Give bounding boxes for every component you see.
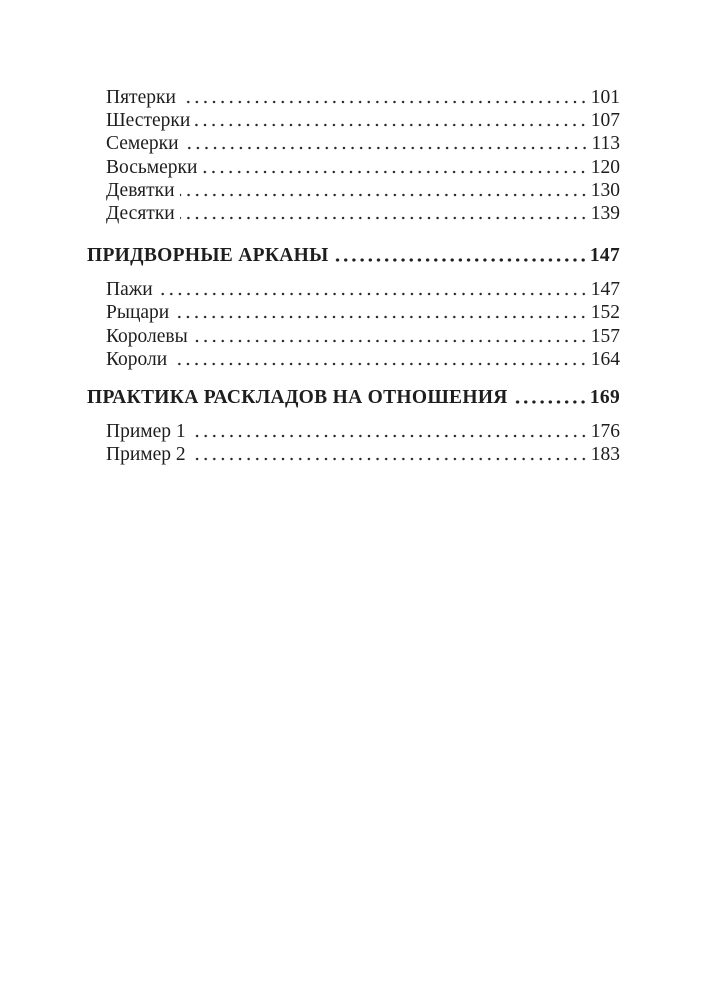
toc-entry (106, 132, 620, 156)
toc-entry-title: Рыцари (106, 302, 170, 323)
toc-entry-page: 157 (590, 326, 620, 347)
toc-entry-page: 113 (591, 133, 620, 154)
toc-entry-page: 147 (590, 279, 620, 300)
toc-entry-title: Восьмерки (106, 157, 198, 178)
toc-entry-title: Шестерки (106, 110, 191, 131)
toc-entry-title: Семерки (106, 133, 179, 154)
dot-leader (180, 193, 588, 197)
toc-entry (106, 325, 620, 349)
toc-entry-page: 176 (590, 421, 620, 442)
dot-leader (180, 216, 588, 220)
toc-entry (106, 86, 620, 110)
toc-entry-title: Королевы (106, 326, 188, 347)
dot-leader (172, 362, 588, 366)
toc-entry-page: 164 (590, 349, 620, 370)
toc-entry-page: 139 (590, 203, 620, 224)
toc-entry (106, 278, 620, 302)
toc-entry (106, 348, 620, 372)
toc-entry-title: Пажи (106, 279, 153, 300)
toc-entry-title: Десятки (106, 203, 175, 224)
dot-leader (174, 315, 588, 319)
toc-entry-page: 152 (590, 302, 620, 323)
dot-leader (158, 292, 588, 296)
toc-entry-page: 120 (590, 157, 620, 178)
dot-leader (191, 434, 588, 438)
dot-leader (184, 146, 589, 150)
toc-entry (106, 443, 620, 467)
toc-entry-title: Короли (106, 349, 168, 370)
toc-heading-page: 169 (589, 387, 620, 408)
toc-heading (87, 386, 620, 410)
dot-leader (181, 100, 588, 104)
toc-entry (106, 202, 620, 226)
toc-heading (87, 244, 620, 268)
toc-entry-page: 107 (590, 110, 620, 131)
toc-entry-title: Пример 2 (106, 444, 186, 465)
dot-leader (334, 258, 587, 262)
toc-heading-page: 147 (589, 245, 620, 266)
toc-entry (106, 179, 620, 203)
dot-leader (193, 339, 588, 343)
toc-entry-page: 183 (590, 444, 620, 465)
dot-leader (195, 123, 587, 127)
toc-entry-page: 101 (590, 87, 620, 108)
dot-leader (513, 400, 587, 404)
toc-entry (106, 156, 620, 180)
toc-entry-page: 130 (590, 180, 620, 201)
dot-leader (191, 457, 588, 461)
toc-entry (106, 301, 620, 325)
dot-leader (202, 170, 587, 174)
toc-entry-title: Пример 1 (106, 421, 186, 442)
toc-entry-title: Пятерки (106, 87, 176, 108)
toc-entry (106, 109, 620, 133)
toc-heading-title: ПРИДВОРНЫЕ АРКАНЫ (87, 245, 329, 266)
toc-heading-title: ПРАКТИКА РАСКЛАДОВ НА ОТНОШЕНИЯ (87, 387, 508, 408)
toc-entry (106, 420, 620, 444)
toc-entry-title: Девятки (106, 180, 175, 201)
